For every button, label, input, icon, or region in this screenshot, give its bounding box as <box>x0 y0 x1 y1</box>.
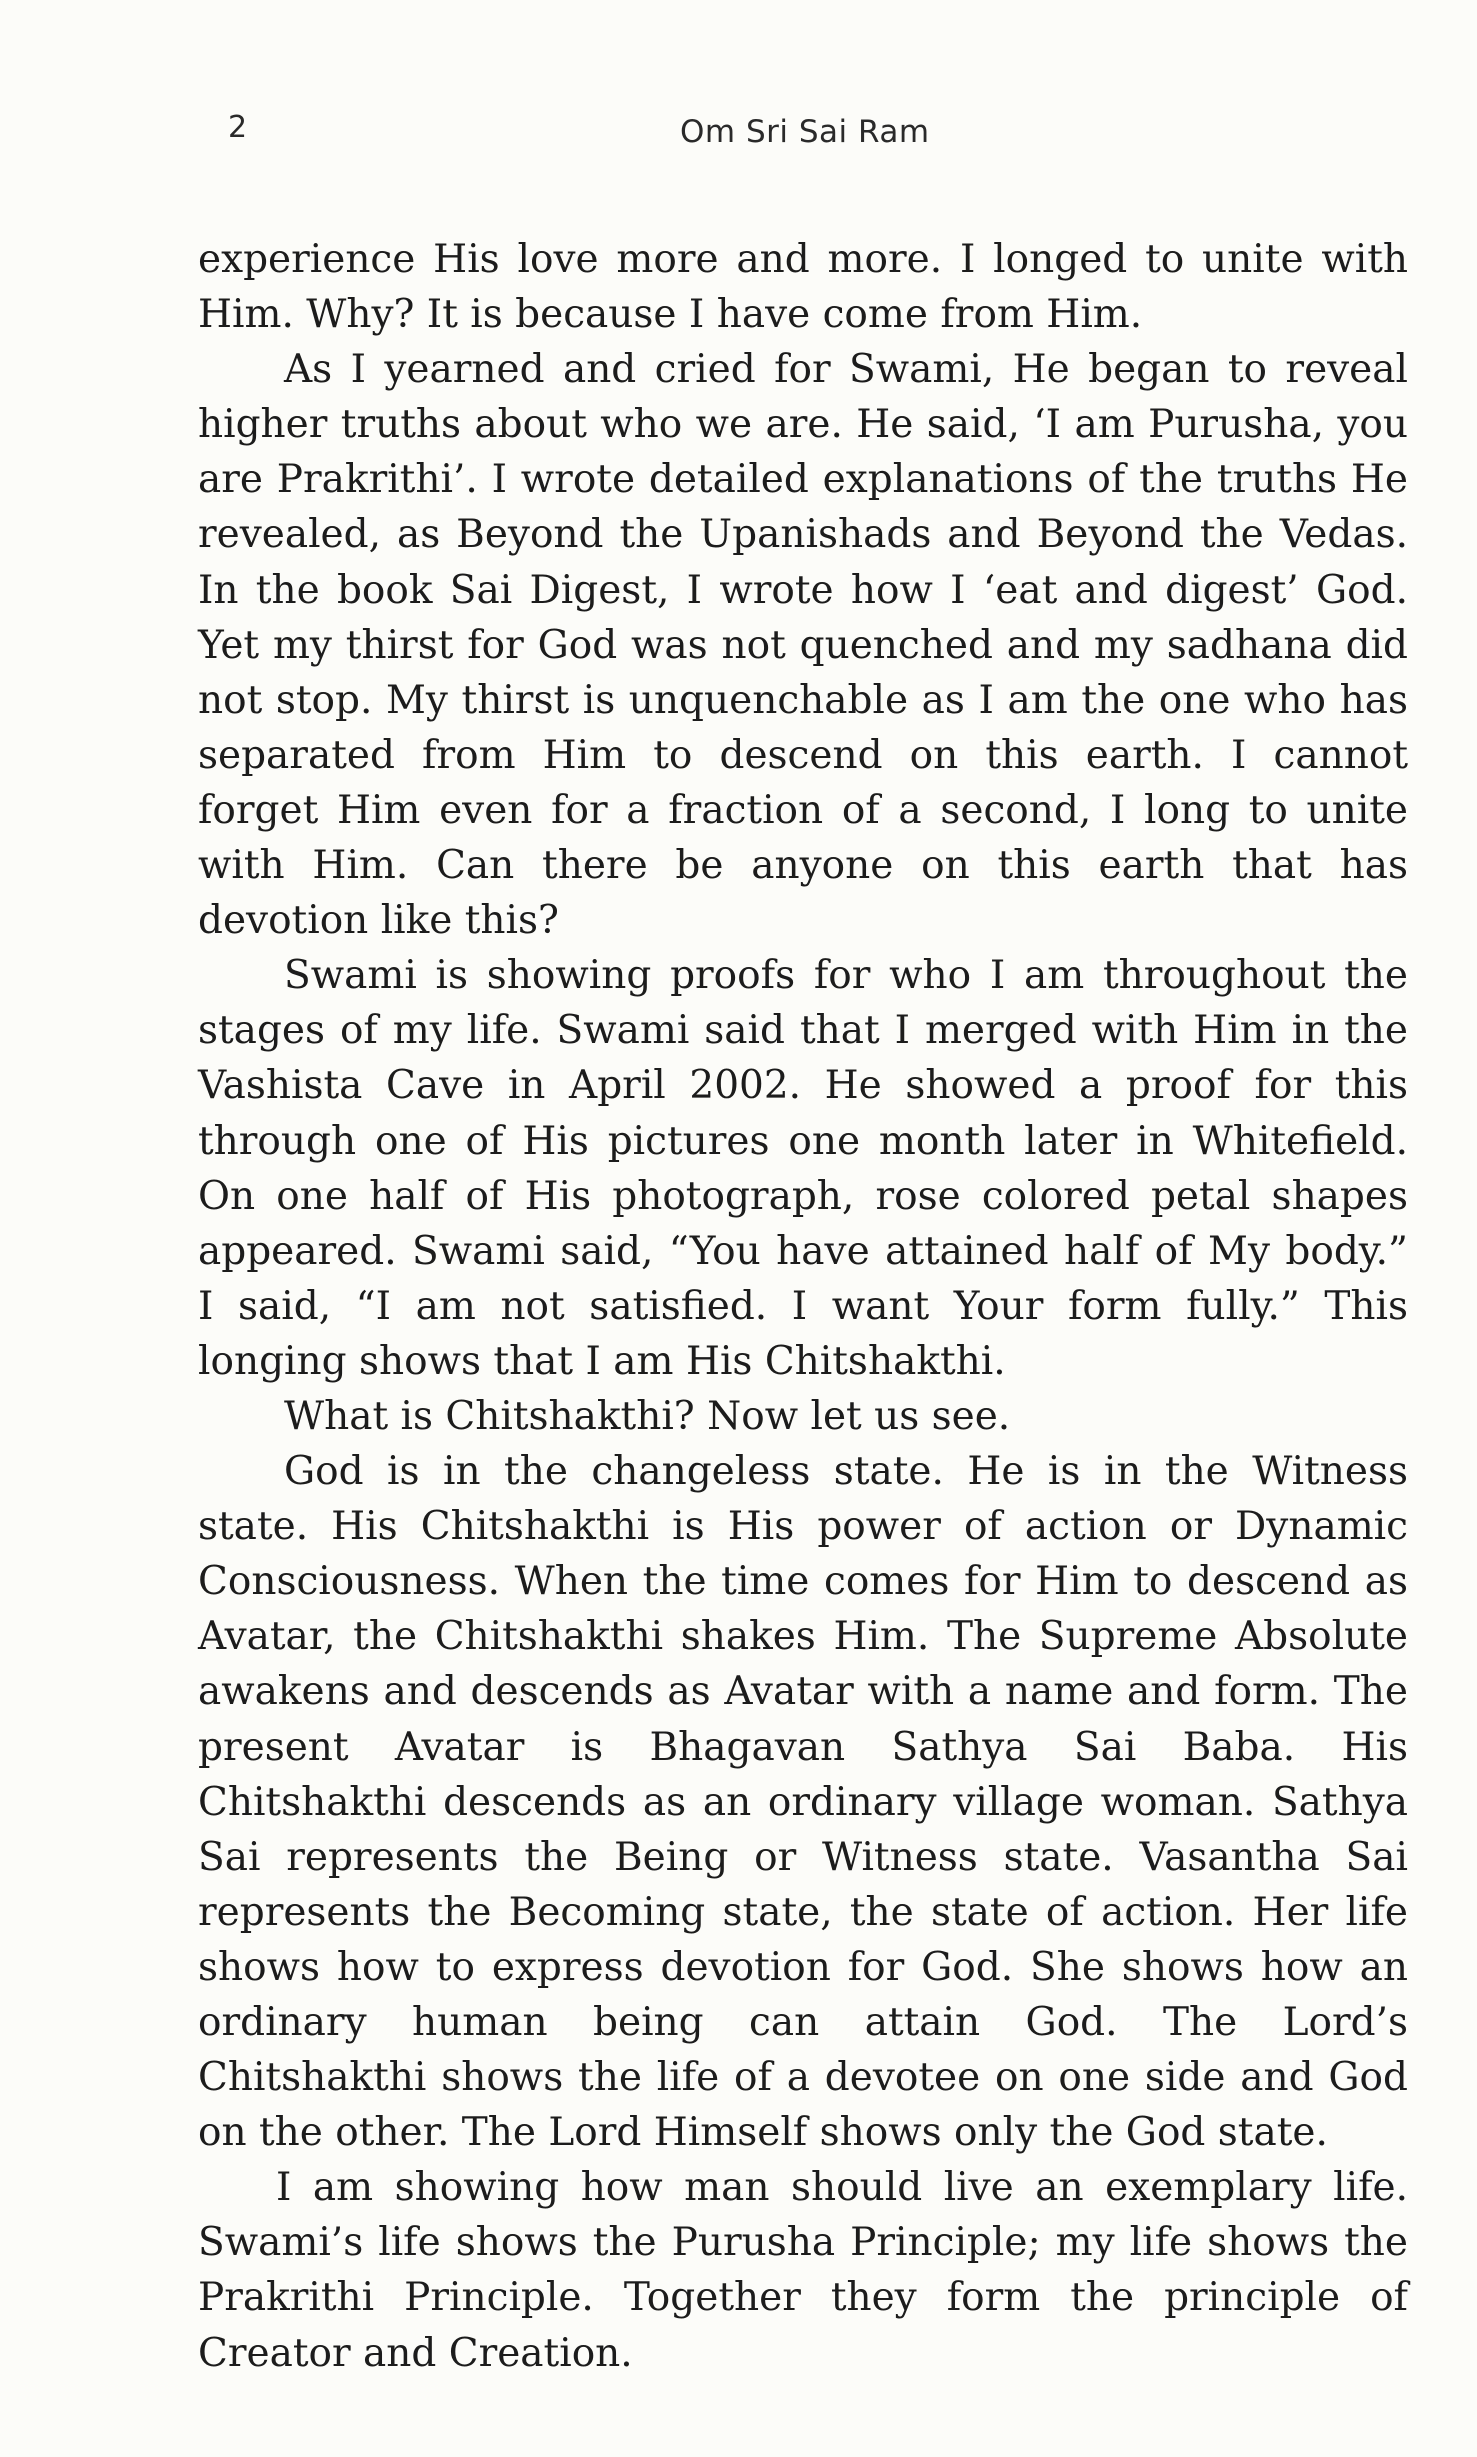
paragraph: God is in the changeless state. He is in the Witness state. His Chitshakthi is His power of action or Dynamic Consciousness. When the time comes for Him to descend as Avatar, the Chitshakthi shakes Him. The Supreme Absolute awakens and descends as Avatar with a name and form. The present Avatar is Bhagavan Sathya Sai Baba. His Chitshakthi descends as an ordinary village woman. Sathya Sai represents the Being or Witness state. Vasantha Sai represents the Becoming state, the state of action. Her life shows how to express devotion for God. She shows how an ordinary human being can attain God. The Lord’s Chitshakthi shows the life of a devotee on one side and God on the other. The Lord Himself shows only the God state. <box>198 1449 1408 2156</box>
running-head: Om Sri Sai Ram <box>680 114 930 150</box>
paragraph: Swami is showing proofs for who I am throughout the stages of my life. Swami said that I merged with Him in the Vashista Cave in April 2002. He showed a proof for this through one of His pictures one month later in Whitefield. On one half of His photograph, rose colored petal shapes appeared. Swami said, “You have attained half of My body.” I said, “I am not satisfied. I want Your form fully.” This longing shows that I am His Chitshakthi. <box>198 953 1408 1384</box>
paragraph: As I yearned and cried for Swami, He began to reveal higher truths about who we are. He said, ‘I am Purusha, you are Prakrithi’. I wrote detailed explanations of the truths He revealed, as Beyond the Upanishads and Beyond the Vedas. In the book Sai Digest, I wrote how I ‘eat and digest’ God. Yet my thirst for God was not quenched and my sadhana did not stop. My thirst is unquenchable as I am the one who has separated from Him to descend on this earth. I cannot forget Him even for a fraction of a second, I long to unite with Him. Can there be anyone on this earth that has devotion like this? <box>198 347 1408 944</box>
body-text <box>198 232 1408 2381</box>
paragraph: I am showing how man should live an exemplary life. Swami’s life shows the Purusha Principle; my life shows the Prakrithi Principle. Together they form the principle of Creator and Creation. <box>198 2165 1408 2376</box>
page-header <box>220 110 1400 160</box>
paragraph-continuation: experience His love more and more. I longed to unite with Him. Why? It is because I have come from Him. <box>198 237 1408 338</box>
page-number: 2 <box>228 110 248 145</box>
paragraph: What is Chitshakthi? Now let us see. <box>284 1393 1011 1439</box>
